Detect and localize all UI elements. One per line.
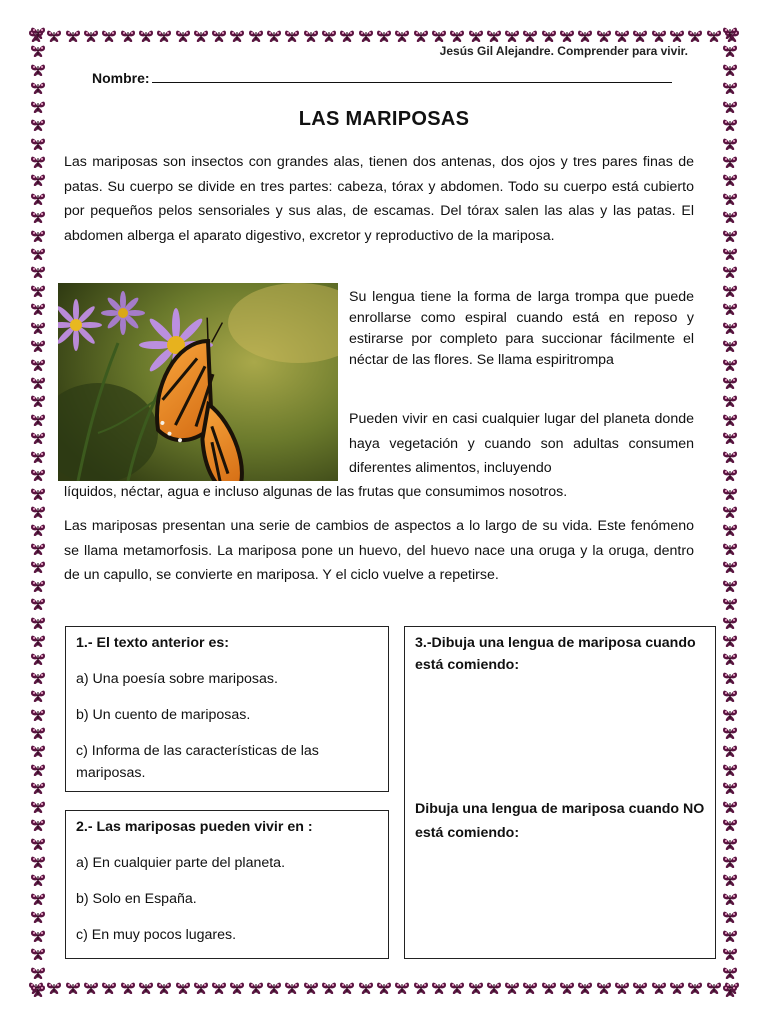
butterfly-border-icon	[193, 29, 209, 43]
question-2-option-a[interactable]: a) En cualquier parte del planeta.	[76, 855, 286, 871]
butterfly-border-icon	[30, 81, 46, 95]
butterfly-border-icon	[339, 981, 355, 995]
butterfly-border-icon	[722, 63, 738, 77]
butterfly-border-top	[28, 26, 740, 46]
butterfly-border-icon	[30, 247, 46, 261]
butterfly-border-icon	[722, 26, 738, 40]
butterfly-border-icon	[30, 763, 46, 777]
butterfly-border-icon	[614, 29, 630, 43]
butterfly-border-icon	[722, 247, 738, 261]
butterfly-border-icon	[83, 981, 99, 995]
butterfly-border-icon	[722, 431, 738, 445]
butterfly-border-icon	[358, 29, 374, 43]
butterfly-border-left	[28, 26, 48, 998]
butterfly-border-icon	[722, 579, 738, 593]
butterfly-border-icon	[431, 981, 447, 995]
butterfly-border-icon	[266, 981, 282, 995]
butterfly-border-icon	[722, 597, 738, 611]
butterfly-border-icon	[30, 560, 46, 574]
butterfly-border-icon	[30, 284, 46, 298]
butterfly-border-icon	[376, 981, 392, 995]
butterfly-border-icon	[30, 966, 46, 980]
butterfly-border-icon	[722, 137, 738, 151]
butterfly-border-icon	[722, 265, 738, 279]
butterfly-border-icon	[541, 29, 557, 43]
butterfly-border-icon	[30, 873, 46, 887]
butterfly-border-icon	[577, 29, 593, 43]
butterfly-border-icon	[596, 29, 612, 43]
butterfly-border-icon	[449, 981, 465, 995]
butterfly-border-icon	[722, 542, 738, 556]
butterfly-border-icon	[722, 560, 738, 574]
butterfly-border-icon	[722, 652, 738, 666]
butterfly-border-icon	[541, 981, 557, 995]
butterfly-border-icon	[30, 892, 46, 906]
butterfly-border-icon	[722, 966, 738, 980]
butterfly-border-icon	[722, 910, 738, 924]
butterfly-border-icon	[30, 505, 46, 519]
butterfly-border-icon	[30, 394, 46, 408]
butterfly-border-icon	[614, 981, 630, 995]
butterfly-border-icon	[722, 210, 738, 224]
butterfly-border-icon	[722, 523, 738, 537]
butterfly-border-icon	[376, 29, 392, 43]
intro-paragraph: Las mariposas son insectos con grandes alas, tienen dos antenas, dos ojos y tres pares finas de patas. Su cuerpo se divide en tres partes: cabeza, tórax y abdomen. Todo su cuerpo está cubierto por pequeños pelos sensoriales y sus alas, de escamas. Del tórax salen las alas y las patas. El abdomen alberga el aparato digestivo, excretor y reproductivo de la mariposa.	[64, 154, 694, 244]
butterfly-border-icon	[30, 634, 46, 648]
butterfly-border-icon	[722, 487, 738, 501]
butterfly-border-icon	[120, 981, 136, 995]
butterfly-border-icon	[394, 29, 410, 43]
butterfly-border-icon	[30, 947, 46, 961]
question-1-option-c[interactable]: c) Informa de las características de las mariposas.	[76, 743, 319, 781]
butterfly-border-icon	[30, 26, 46, 40]
butterfly-border-icon	[431, 29, 447, 43]
butterfly-border-icon	[722, 192, 738, 206]
butterfly-border-icon	[211, 981, 227, 995]
butterfly-border-icon	[722, 155, 738, 169]
butterfly-border-icon	[30, 265, 46, 279]
butterfly-border-icon	[284, 981, 300, 995]
butterfly-border-icon	[559, 981, 575, 995]
butterfly-border-icon	[101, 29, 117, 43]
butterfly-border-icon	[413, 29, 429, 43]
butterfly-border-icon	[138, 981, 154, 995]
butterfly-border-icon	[30, 800, 46, 814]
question-2-option-c[interactable]: c) En muy pocos lugares.	[76, 927, 237, 943]
butterfly-border-icon	[559, 29, 575, 43]
butterfly-border-icon	[229, 29, 245, 43]
butterfly-border-icon	[30, 487, 46, 501]
butterfly-border-icon	[65, 981, 81, 995]
butterfly-border-icon	[722, 781, 738, 795]
butterfly-border-icon	[722, 505, 738, 519]
butterfly-border-icon	[30, 579, 46, 593]
butterfly-border-icon	[596, 981, 612, 995]
butterfly-border-bottom	[28, 978, 740, 998]
question-2-option-b[interactable]: b) Solo en España.	[76, 891, 197, 907]
butterfly-border-icon	[468, 29, 484, 43]
butterfly-border-icon	[30, 652, 46, 666]
butterfly-border-icon	[120, 29, 136, 43]
butterfly-border-icon	[30, 321, 46, 335]
name-field[interactable]	[92, 70, 692, 86]
name-underline[interactable]	[152, 70, 672, 83]
butterfly-border-icon	[46, 29, 62, 43]
butterfly-border-icon	[30, 708, 46, 722]
butterfly-border-icon	[722, 744, 738, 758]
butterfly-border-icon	[30, 413, 46, 427]
butterfly-border-icon	[30, 855, 46, 869]
butterfly-border-icon	[30, 523, 46, 537]
question-1-box	[65, 626, 389, 792]
butterfly-border-icon	[30, 137, 46, 151]
butterfly-border-icon	[138, 29, 154, 43]
butterfly-border-icon	[722, 929, 738, 943]
butterfly-border-icon	[30, 616, 46, 630]
butterfly-border-icon	[30, 726, 46, 740]
butterfly-border-icon	[175, 981, 191, 995]
butterfly-border-icon	[30, 744, 46, 758]
butterfly-border-icon	[30, 431, 46, 445]
butterfly-border-icon	[30, 468, 46, 482]
butterfly-border-icon	[30, 542, 46, 556]
butterfly-border-icon	[722, 800, 738, 814]
butterfly-border-icon	[30, 689, 46, 703]
butterfly-border-icon	[722, 376, 738, 390]
butterfly-border-icon	[30, 781, 46, 795]
butterfly-border-icon	[248, 981, 264, 995]
butterfly-border-icon	[722, 468, 738, 482]
butterfly-border-icon	[83, 29, 99, 43]
butterfly-border-icon	[303, 29, 319, 43]
butterfly-border-icon	[30, 339, 46, 353]
butterfly-border-icon	[30, 302, 46, 316]
butterfly-border-icon	[722, 892, 738, 906]
butterfly-border-icon	[722, 302, 738, 316]
butterfly-border-icon	[722, 671, 738, 685]
question-1-option-a[interactable]: a) Una poesía sobre mariposas.	[76, 671, 278, 687]
butterfly-border-icon	[722, 634, 738, 648]
butterfly-border-icon	[46, 981, 62, 995]
butterfly-border-icon	[722, 358, 738, 372]
metamorphosis-paragraph: Las mariposas presentan una serie de cambios de aspectos a lo largo de su vida. Este fenómeno se llama metamorfosis. La mariposa pone un huevo, del huevo nace una oruga y la oruga, dentro de un capullo, se convierte en mariposa. Y el ciclo vuelve a repetirse.	[64, 518, 694, 583]
question-2-box	[65, 810, 389, 959]
butterfly-border-icon	[30, 155, 46, 169]
butterfly-border-icon	[175, 29, 191, 43]
worksheet-title: LAS MARIPOSAS	[298, 108, 470, 130]
butterfly-border-icon	[413, 981, 429, 995]
butterfly-border-icon	[468, 981, 484, 995]
butterfly-border-icon	[30, 192, 46, 206]
butterfly-border-icon	[722, 81, 738, 95]
tongue-paragraph: Su lengua tiene la forma de larga trompa que puede enrollarse como espiral cuando está en reposo y estirarse por completo para succionar fácilmente el néctar de las flores. Se llama espiritrompa	[349, 289, 694, 368]
butterfly-border-icon	[669, 981, 685, 995]
butterfly-border-icon	[30, 837, 46, 851]
butterfly-border-icon	[722, 763, 738, 777]
butterfly-border-icon	[321, 29, 337, 43]
butterfly-border-icon	[65, 29, 81, 43]
butterfly-border-icon	[211, 29, 227, 43]
butterfly-border-icon	[101, 981, 117, 995]
question-3-drawing-box[interactable]	[404, 626, 716, 959]
butterfly-border-icon	[321, 981, 337, 995]
butterfly-border-icon	[722, 984, 738, 998]
butterfly-border-icon	[30, 910, 46, 924]
butterfly-border-icon	[449, 29, 465, 43]
butterfly-border-icon	[577, 981, 593, 995]
butterfly-border-icon	[30, 229, 46, 243]
habitat-paragraph-continued: líquidos, néctar, agua e incluso algunas de las frutas que consumimos nosotros.	[64, 484, 568, 500]
butterfly-border-icon	[284, 29, 300, 43]
butterfly-border-icon	[30, 210, 46, 224]
butterfly-border-icon	[651, 981, 667, 995]
butterfly-border-icon	[30, 597, 46, 611]
butterfly-border-icon	[30, 44, 46, 58]
butterfly-border-icon	[30, 173, 46, 187]
butterfly-border-icon	[339, 29, 355, 43]
butterfly-border-icon	[486, 29, 502, 43]
butterfly-border-icon	[632, 29, 648, 43]
butterfly-border-icon	[722, 855, 738, 869]
butterfly-border-icon	[722, 873, 738, 887]
question-3-second-prompt: Dibuja una lengua de mariposa cuando NO está comiendo:	[415, 801, 705, 841]
butterfly-border-icon	[30, 376, 46, 390]
butterfly-border-icon	[722, 616, 738, 630]
butterfly-border-icon	[30, 984, 46, 998]
butterfly-border-icon	[303, 981, 319, 995]
butterfly-border-icon	[30, 929, 46, 943]
butterfly-border-icon	[722, 818, 738, 832]
name-label: Nombre:	[92, 70, 150, 86]
habitat-paragraph: Pueden vivir en casi cualquier lugar del planeta donde haya vegetación y cuando son adultas consumen diferentes alimentos, incluyendo	[349, 411, 694, 476]
butterfly-border-icon	[193, 981, 209, 995]
butterfly-border-icon	[30, 450, 46, 464]
butterfly-border-icon	[358, 981, 374, 995]
butterfly-border-icon	[722, 708, 738, 722]
butterfly-border-icon	[248, 29, 264, 43]
butterfly-border-icon	[722, 947, 738, 961]
question-3-prompt: 3.-Dibuja una lengua de mariposa cuando está comiendo:	[415, 635, 696, 673]
butterfly-border-icon	[722, 394, 738, 408]
butterfly-border-icon	[30, 358, 46, 372]
butterfly-border-icon	[30, 63, 46, 77]
butterfly-border-icon	[504, 981, 520, 995]
butterfly-border-icon	[722, 321, 738, 335]
butterfly-border-icon	[486, 981, 502, 995]
butterfly-photo	[58, 283, 338, 481]
butterfly-border-icon	[266, 29, 282, 43]
question-1-option-b[interactable]: b) Un cuento de mariposas.	[76, 707, 251, 723]
question-1-prompt: 1.- El texto anterior es:	[76, 635, 229, 651]
butterfly-border-icon	[522, 981, 538, 995]
butterfly-border-icon	[722, 173, 738, 187]
butterfly-border-icon	[722, 413, 738, 427]
butterfly-border-icon	[632, 981, 648, 995]
butterfly-border-icon	[156, 29, 172, 43]
butterfly-border-icon	[229, 981, 245, 995]
butterfly-border-icon	[722, 450, 738, 464]
butterfly-border-icon	[722, 689, 738, 703]
butterfly-border-icon	[30, 818, 46, 832]
butterfly-border-icon	[722, 44, 738, 58]
butterfly-border-icon	[722, 229, 738, 243]
butterfly-border-icon	[722, 837, 738, 851]
question-2-prompt: 2.- Las mariposas pueden vivir en :	[76, 819, 313, 835]
butterfly-border-icon	[687, 981, 703, 995]
butterfly-border-icon	[722, 726, 738, 740]
butterfly-border-right	[720, 26, 740, 998]
butterfly-border-icon	[504, 29, 520, 43]
author-credit: Jesús Gil Alejandre. Comprender para vivir.	[439, 44, 688, 58]
butterfly-border-icon	[722, 284, 738, 298]
butterfly-border-icon	[156, 981, 172, 995]
butterfly-border-icon	[522, 29, 538, 43]
butterfly-border-icon	[669, 29, 685, 43]
butterfly-border-icon	[30, 671, 46, 685]
butterfly-border-icon	[722, 339, 738, 353]
butterfly-border-icon	[651, 29, 667, 43]
butterfly-border-icon	[394, 981, 410, 995]
butterfly-border-icon	[687, 29, 703, 43]
